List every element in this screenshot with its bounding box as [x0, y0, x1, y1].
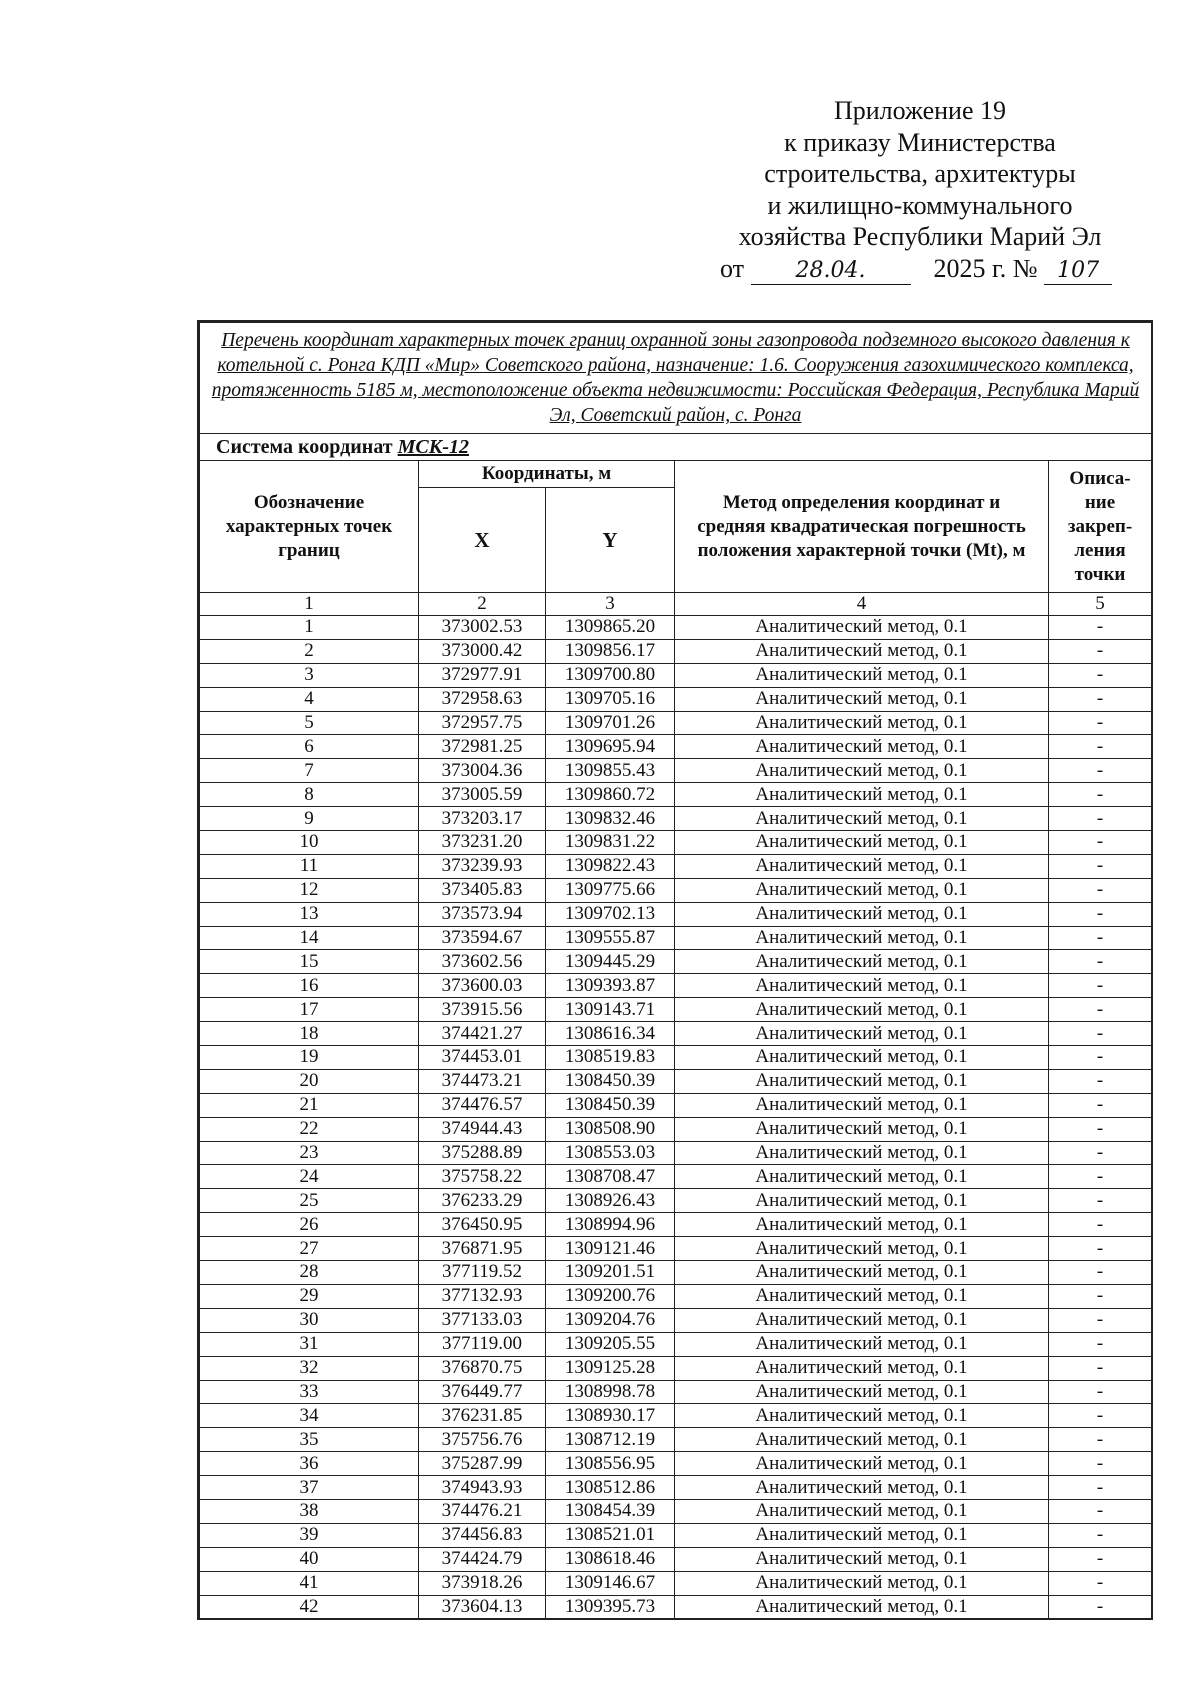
y-coordinate-cell: 1309832.46: [546, 807, 675, 831]
table-row: [200, 926, 1152, 950]
method-cell: Аналитический метод, 0.1: [675, 878, 1049, 902]
method-cell: Аналитический метод, 0.1: [675, 1141, 1049, 1165]
fixing-description-cell: -: [1049, 1022, 1152, 1046]
y-coordinate-cell: 1309395.73: [546, 1595, 675, 1619]
fixing-description-cell: -: [1049, 1499, 1152, 1523]
point-number-cell: 30: [200, 1308, 419, 1332]
table-row: [200, 616, 1152, 640]
x-coordinate-cell: 374456.83: [419, 1523, 546, 1547]
method-cell: Аналитический метод, 0.1: [675, 1069, 1049, 1093]
fixing-description-cell: -: [1049, 783, 1152, 807]
fixing-description-cell: -: [1049, 1093, 1152, 1117]
x-coordinate-cell: 376450.95: [419, 1213, 546, 1237]
y-coordinate-cell: 1308556.95: [546, 1452, 675, 1476]
header-designation: Обозначение характерных точек границ: [200, 461, 419, 593]
method-cell: Аналитический метод, 0.1: [675, 926, 1049, 950]
x-coordinate-cell: 373594.67: [419, 926, 546, 950]
method-cell: Аналитический метод, 0.1: [675, 1237, 1049, 1261]
y-coordinate-cell: 1309200.76: [546, 1284, 675, 1308]
method-cell: Аналитический метод, 0.1: [675, 950, 1049, 974]
x-coordinate-cell: 376233.29: [419, 1189, 546, 1213]
table-row: [200, 1165, 1152, 1189]
fixing-description-cell: -: [1049, 1380, 1152, 1404]
method-cell: Аналитический метод, 0.1: [675, 1022, 1049, 1046]
x-coordinate-cell: 376871.95: [419, 1237, 546, 1261]
point-number-cell: 27: [200, 1237, 419, 1261]
y-coordinate-cell: 1309121.46: [546, 1237, 675, 1261]
x-coordinate-cell: 374944.43: [419, 1117, 546, 1141]
point-number-cell: 17: [200, 998, 419, 1022]
fixing-description-cell: -: [1049, 1261, 1152, 1285]
point-number-cell: 21: [200, 1093, 419, 1117]
table-row: [200, 854, 1152, 878]
point-number-cell: 16: [200, 974, 419, 998]
header-line-housing: и жилищно-коммунального: [767, 190, 1073, 220]
y-coordinate-cell: 1309555.87: [546, 926, 675, 950]
point-number-cell: 41: [200, 1571, 419, 1595]
table-row: [200, 1093, 1152, 1117]
y-coordinate-cell: 1308521.01: [546, 1523, 675, 1547]
table-row: [200, 1523, 1152, 1547]
header-description: Описа-ние закреп-ления точки: [1049, 461, 1152, 593]
y-coordinate-cell: 1308618.46: [546, 1547, 675, 1571]
x-coordinate-cell: 377119.52: [419, 1261, 546, 1285]
y-coordinate-cell: 1309146.67: [546, 1571, 675, 1595]
point-number-cell: 36: [200, 1452, 419, 1476]
method-cell: Аналитический метод, 0.1: [675, 831, 1049, 855]
fixing-description-cell: -: [1049, 926, 1152, 950]
header-method: Метод определения координат и средняя квадратическая погрешность положения характерной точки (Mt), м: [675, 461, 1049, 593]
fixing-description-cell: -: [1049, 1189, 1152, 1213]
point-number-cell: 23: [200, 1141, 419, 1165]
table-row: [200, 998, 1152, 1022]
header-coordinates: Координаты, м: [419, 461, 675, 488]
y-coordinate-cell: 1309822.43: [546, 854, 675, 878]
x-coordinate-cell: 376449.77: [419, 1380, 546, 1404]
table-row: [200, 1308, 1152, 1332]
method-cell: Аналитический метод, 0.1: [675, 687, 1049, 711]
method-cell: Аналитический метод, 0.1: [675, 1571, 1049, 1595]
table-row: [200, 1332, 1152, 1356]
point-number-cell: 12: [200, 878, 419, 902]
x-coordinate-cell: 375287.99: [419, 1452, 546, 1476]
fixing-description-cell: -: [1049, 1213, 1152, 1237]
method-cell: Аналитический метод, 0.1: [675, 759, 1049, 783]
point-number-cell: 1: [200, 616, 419, 640]
method-cell: Аналитический метод, 0.1: [675, 1428, 1049, 1452]
point-number-cell: 32: [200, 1356, 419, 1380]
column-number-row: [200, 593, 1152, 616]
y-coordinate-cell: 1309856.17: [546, 639, 675, 663]
table-row: [200, 902, 1152, 926]
point-number-cell: 2: [200, 639, 419, 663]
table-row: [200, 1213, 1152, 1237]
table-title: Перечень координат характерных точек границ охранной зоны газопровода подземного высокого давления к котельной с. Ронга КДП «Мир» Советского района, назначение: 1.6. Сооружения газохимического комплекса, протяженность 5185 м, местоположение объекта недвижимости: Российская Федерация, Республика Марий Эл, Советский район, с. Ронга: [200, 323, 1152, 434]
x-coordinate-cell: 376231.85: [419, 1404, 546, 1428]
table-row: [200, 735, 1152, 759]
x-coordinate-cell: 373915.56: [419, 998, 546, 1022]
fixing-description-cell: -: [1049, 616, 1152, 640]
x-coordinate-cell: 373203.17: [419, 807, 546, 831]
table-row: [200, 807, 1152, 831]
fixing-description-cell: -: [1049, 1308, 1152, 1332]
fixing-description-cell: -: [1049, 854, 1152, 878]
y-coordinate-cell: 1308450.39: [546, 1093, 675, 1117]
table-row: [200, 783, 1152, 807]
fixing-description-cell: -: [1049, 639, 1152, 663]
y-coordinate-cell: 1308450.39: [546, 1069, 675, 1093]
y-coordinate-cell: 1308616.34: [546, 1022, 675, 1046]
method-cell: Аналитический метод, 0.1: [675, 807, 1049, 831]
x-coordinate-cell: 373600.03: [419, 974, 546, 998]
x-coordinate-cell: 373002.53: [419, 616, 546, 640]
column-number: 4: [675, 593, 1049, 616]
method-cell: Аналитический метод, 0.1: [675, 1476, 1049, 1500]
x-coordinate-cell: 377132.93: [419, 1284, 546, 1308]
table-row: [200, 878, 1152, 902]
fixing-description-cell: -: [1049, 711, 1152, 735]
y-coordinate-cell: 1308553.03: [546, 1141, 675, 1165]
y-coordinate-cell: 1308712.19: [546, 1428, 675, 1452]
date-prefix: от: [720, 253, 745, 283]
point-number-cell: 33: [200, 1380, 419, 1404]
point-number-cell: 14: [200, 926, 419, 950]
table-row: [200, 1141, 1152, 1165]
point-number-cell: 11: [200, 854, 419, 878]
fixing-description-cell: -: [1049, 1237, 1152, 1261]
column-number: 3: [546, 593, 675, 616]
table-row: [200, 1237, 1152, 1261]
y-coordinate-cell: 1308998.78: [546, 1380, 675, 1404]
table-row: [200, 663, 1152, 687]
x-coordinate-cell: 372958.63: [419, 687, 546, 711]
method-cell: Аналитический метод, 0.1: [675, 639, 1049, 663]
y-coordinate-cell: 1308454.39: [546, 1499, 675, 1523]
table-row: [200, 831, 1152, 855]
fixing-description-cell: -: [1049, 1165, 1152, 1189]
fixing-description-cell: -: [1049, 759, 1152, 783]
point-number-cell: 26: [200, 1213, 419, 1237]
y-coordinate-cell: 1309702.13: [546, 902, 675, 926]
y-coordinate-cell: 1309445.29: [546, 950, 675, 974]
y-coordinate-cell: 1308508.90: [546, 1117, 675, 1141]
table-row: [200, 1571, 1152, 1595]
fixing-description-cell: -: [1049, 878, 1152, 902]
table-row: [200, 1547, 1152, 1571]
point-number-cell: 29: [200, 1284, 419, 1308]
fixing-description-cell: -: [1049, 1523, 1152, 1547]
method-cell: Аналитический метод, 0.1: [675, 783, 1049, 807]
y-coordinate-cell: 1309125.28: [546, 1356, 675, 1380]
point-number-cell: 9: [200, 807, 419, 831]
point-number-cell: 35: [200, 1428, 419, 1452]
coord-system-row: [200, 434, 1152, 461]
year-number-label: 2025 г. №: [933, 253, 1038, 283]
fixing-description-cell: -: [1049, 1547, 1152, 1571]
fixing-description-cell: -: [1049, 1046, 1152, 1070]
table-row: [200, 1499, 1152, 1523]
header-y: Y: [546, 488, 675, 593]
table-row: [200, 974, 1152, 998]
method-cell: Аналитический метод, 0.1: [675, 1499, 1049, 1523]
point-number-cell: 13: [200, 902, 419, 926]
x-coordinate-cell: 374943.93: [419, 1476, 546, 1500]
y-coordinate-cell: 1309695.94: [546, 735, 675, 759]
x-coordinate-cell: 372957.75: [419, 711, 546, 735]
fixing-description-cell: -: [1049, 1117, 1152, 1141]
point-number-cell: 6: [200, 735, 419, 759]
method-cell: Аналитический метод, 0.1: [675, 1356, 1049, 1380]
header-line-ministry: строительства, архитектуры: [764, 159, 1076, 188]
table-row: [200, 711, 1152, 735]
point-number-cell: 7: [200, 759, 419, 783]
column-number: 1: [200, 593, 419, 616]
point-number-cell: 5: [200, 711, 419, 735]
fixing-description-cell: -: [1049, 902, 1152, 926]
method-cell: Аналитический метод, 0.1: [675, 1404, 1049, 1428]
x-coordinate-cell: 377119.00: [419, 1332, 546, 1356]
table-row: [200, 950, 1152, 974]
y-coordinate-cell: 1309865.20: [546, 616, 675, 640]
method-cell: Аналитический метод, 0.1: [675, 711, 1049, 735]
point-number-cell: 31: [200, 1332, 419, 1356]
order-date-line: [700, 253, 1140, 285]
method-cell: Аналитический метод, 0.1: [675, 1547, 1049, 1571]
method-cell: Аналитический метод, 0.1: [675, 1189, 1049, 1213]
point-number-cell: 38: [200, 1499, 419, 1523]
y-coordinate-cell: 1309855.43: [546, 759, 675, 783]
point-number-cell: 34: [200, 1404, 419, 1428]
fixing-description-cell: -: [1049, 974, 1152, 998]
x-coordinate-cell: 373004.36: [419, 759, 546, 783]
y-coordinate-cell: 1309775.66: [546, 878, 675, 902]
point-number-cell: 40: [200, 1547, 419, 1571]
method-cell: Аналитический метод, 0.1: [675, 735, 1049, 759]
fixing-description-cell: -: [1049, 831, 1152, 855]
method-cell: Аналитический метод, 0.1: [675, 1093, 1049, 1117]
point-number-cell: 24: [200, 1165, 419, 1189]
table-row: [200, 1189, 1152, 1213]
x-coordinate-cell: 373231.20: [419, 831, 546, 855]
x-coordinate-cell: 373000.42: [419, 639, 546, 663]
x-coordinate-cell: 372977.91: [419, 663, 546, 687]
point-number-cell: 42: [200, 1595, 419, 1619]
header-line-republic: хозяйства Республики Марий Эл: [738, 222, 1102, 251]
x-coordinate-cell: 373604.13: [419, 1595, 546, 1619]
fixing-description-cell: -: [1049, 1428, 1152, 1452]
method-cell: Аналитический метод, 0.1: [675, 854, 1049, 878]
point-number-cell: 19: [200, 1046, 419, 1070]
table-row: [200, 1404, 1152, 1428]
method-cell: Аналитический метод, 0.1: [675, 1117, 1049, 1141]
x-coordinate-cell: 374453.01: [419, 1046, 546, 1070]
fixing-description-cell: -: [1049, 1069, 1152, 1093]
x-coordinate-cell: 375288.89: [419, 1141, 546, 1165]
y-coordinate-cell: 1309205.55: [546, 1332, 675, 1356]
y-coordinate-cell: 1308926.43: [546, 1189, 675, 1213]
point-number-cell: 20: [200, 1069, 419, 1093]
fixing-description-cell: -: [1049, 1404, 1152, 1428]
method-cell: Аналитический метод, 0.1: [675, 616, 1049, 640]
x-coordinate-cell: 375758.22: [419, 1165, 546, 1189]
method-cell: Аналитический метод, 0.1: [675, 1213, 1049, 1237]
fixing-description-cell: -: [1049, 687, 1152, 711]
fixing-description-cell: -: [1049, 1141, 1152, 1165]
table-row: [200, 1380, 1152, 1404]
fixing-description-cell: -: [1049, 1284, 1152, 1308]
column-number: 5: [1049, 593, 1152, 616]
header-x: X: [419, 488, 546, 593]
fixing-description-cell: -: [1049, 807, 1152, 831]
point-number-cell: 22: [200, 1117, 419, 1141]
x-coordinate-cell: 376870.75: [419, 1356, 546, 1380]
table-row: [200, 1452, 1152, 1476]
y-coordinate-cell: 1309393.87: [546, 974, 675, 998]
coordinates-table: [199, 322, 1152, 1619]
method-cell: Аналитический метод, 0.1: [675, 974, 1049, 998]
x-coordinate-cell: 374476.57: [419, 1093, 546, 1117]
x-coordinate-cell: 373405.83: [419, 878, 546, 902]
method-cell: Аналитический метод, 0.1: [675, 1332, 1049, 1356]
table-row: [200, 1284, 1152, 1308]
y-coordinate-cell: 1309204.76: [546, 1308, 675, 1332]
y-coordinate-cell: 1308994.96: [546, 1213, 675, 1237]
y-coordinate-cell: 1308512.86: [546, 1476, 675, 1500]
fixing-description-cell: -: [1049, 998, 1152, 1022]
fixing-description-cell: -: [1049, 1452, 1152, 1476]
header-line-appendix: Приложение 19: [833, 96, 1007, 125]
x-coordinate-cell: 375756.76: [419, 1428, 546, 1452]
method-cell: Аналитический метод, 0.1: [675, 1595, 1049, 1619]
fixing-description-cell: -: [1049, 1332, 1152, 1356]
method-cell: Аналитический метод, 0.1: [675, 902, 1049, 926]
x-coordinate-cell: 373918.26: [419, 1571, 546, 1595]
method-cell: Аналитический метод, 0.1: [675, 1452, 1049, 1476]
table-row: [200, 1428, 1152, 1452]
fixing-description-cell: -: [1049, 1595, 1152, 1619]
method-cell: Аналитический метод, 0.1: [675, 1380, 1049, 1404]
y-coordinate-cell: 1309701.26: [546, 711, 675, 735]
fixing-description-cell: -: [1049, 735, 1152, 759]
y-coordinate-cell: 1309705.16: [546, 687, 675, 711]
header-line-order: к приказу Министерства: [784, 127, 1056, 157]
coord-system-label: Система координат: [216, 435, 393, 458]
table-row: [200, 1595, 1152, 1619]
method-cell: Аналитический метод, 0.1: [675, 1284, 1049, 1308]
y-coordinate-cell: 1308708.47: [546, 1165, 675, 1189]
y-coordinate-cell: 1308930.17: [546, 1404, 675, 1428]
point-number-cell: 3: [200, 663, 419, 687]
x-coordinate-cell: 377133.03: [419, 1308, 546, 1332]
method-cell: Аналитический метод, 0.1: [675, 1523, 1049, 1547]
x-coordinate-cell: 373602.56: [419, 950, 546, 974]
handwritten-date: 28.04.: [751, 258, 911, 285]
y-coordinate-cell: 1309201.51: [546, 1261, 675, 1285]
point-number-cell: 15: [200, 950, 419, 974]
handwritten-order-number: 107: [1044, 258, 1112, 285]
y-coordinate-cell: 1309143.71: [546, 998, 675, 1022]
fixing-description-cell: -: [1049, 1476, 1152, 1500]
y-coordinate-cell: 1309700.80: [546, 663, 675, 687]
point-number-cell: 28: [200, 1261, 419, 1285]
x-coordinate-cell: 374421.27: [419, 1022, 546, 1046]
x-coordinate-cell: 372981.25: [419, 735, 546, 759]
point-number-cell: 18: [200, 1022, 419, 1046]
x-coordinate-cell: 373239.93: [419, 854, 546, 878]
y-coordinate-cell: 1309831.22: [546, 831, 675, 855]
fixing-description-cell: -: [1049, 1571, 1152, 1595]
method-cell: Аналитический метод, 0.1: [675, 1308, 1049, 1332]
x-coordinate-cell: 374473.21: [419, 1069, 546, 1093]
point-number-cell: 39: [200, 1523, 419, 1547]
fixing-description-cell: -: [1049, 1356, 1152, 1380]
x-coordinate-cell: 373005.59: [419, 783, 546, 807]
fixing-description-cell: -: [1049, 663, 1152, 687]
table-row: [200, 687, 1152, 711]
point-number-cell: 4: [200, 687, 419, 711]
x-coordinate-cell: 374476.21: [419, 1499, 546, 1523]
appendix-header: [700, 95, 1140, 285]
fixing-description-cell: -: [1049, 950, 1152, 974]
method-cell: Аналитический метод, 0.1: [675, 998, 1049, 1022]
table-row: [200, 639, 1152, 663]
point-number-cell: 25: [200, 1189, 419, 1213]
coord-system-value: МСК-12: [397, 435, 469, 458]
point-number-cell: 8: [200, 783, 419, 807]
method-cell: Аналитический метод, 0.1: [675, 1046, 1049, 1070]
table-row: [200, 1022, 1152, 1046]
method-cell: Аналитический метод, 0.1: [675, 1165, 1049, 1189]
table-row: [200, 759, 1152, 783]
table-row: [200, 1356, 1152, 1380]
point-number-cell: 10: [200, 831, 419, 855]
table-row: [200, 1261, 1152, 1285]
table-row: [200, 1069, 1152, 1093]
table-row: [200, 1117, 1152, 1141]
column-number: 2: [419, 593, 546, 616]
method-cell: Аналитический метод, 0.1: [675, 1261, 1049, 1285]
x-coordinate-cell: 373573.94: [419, 902, 546, 926]
method-cell: Аналитический метод, 0.1: [675, 663, 1049, 687]
y-coordinate-cell: 1308519.83: [546, 1046, 675, 1070]
x-coordinate-cell: 374424.79: [419, 1547, 546, 1571]
point-number-cell: 37: [200, 1476, 419, 1500]
table-row: [200, 1476, 1152, 1500]
table-row: [200, 1046, 1152, 1070]
y-coordinate-cell: 1309860.72: [546, 783, 675, 807]
